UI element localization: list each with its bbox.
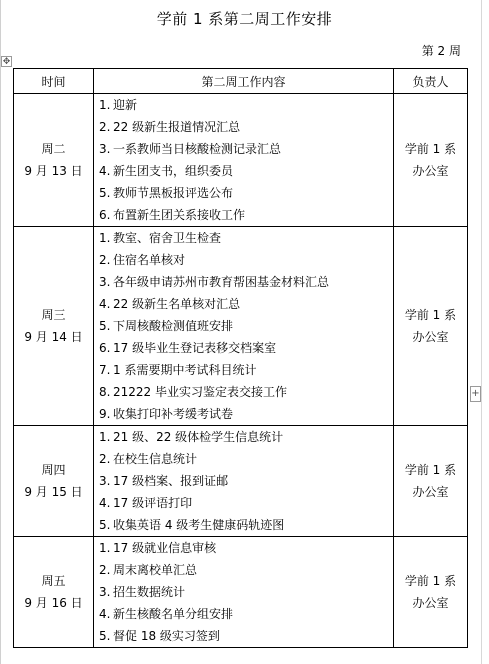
task-number: 5. bbox=[99, 629, 111, 643]
task-list bbox=[99, 537, 393, 647]
task-item bbox=[99, 448, 393, 470]
document-title: 学前 1 系第二周工作安排 bbox=[156, 10, 333, 28]
task-text: 布置新生团关系接收工作 bbox=[113, 208, 246, 222]
weekday-label: 周三 bbox=[41, 308, 66, 322]
task-item bbox=[99, 160, 393, 182]
task-text: 住宿名单核对 bbox=[113, 253, 186, 267]
task-text: 在校生信息统计 bbox=[113, 452, 198, 466]
task-text: 周末离校单汇总 bbox=[113, 563, 198, 577]
owner-office: 办公室 bbox=[412, 330, 449, 344]
task-text: 21222 毕业实习鉴定表交接工作 bbox=[113, 385, 287, 399]
task-item bbox=[99, 381, 393, 403]
owner-cell bbox=[394, 227, 468, 426]
task-item bbox=[99, 603, 393, 625]
task-number: 5. bbox=[99, 186, 111, 200]
task-list bbox=[99, 227, 393, 425]
owner-department: 学前 1 系 bbox=[404, 308, 457, 322]
task-item bbox=[99, 204, 393, 226]
task-number: 5. bbox=[99, 319, 111, 333]
task-text: 下周核酸检测值班安排 bbox=[113, 319, 234, 333]
week-label: 第 2 周 bbox=[421, 44, 461, 58]
task-item bbox=[99, 315, 393, 337]
task-text: 各年级申请苏州市教育帮困基金材料汇总 bbox=[113, 275, 330, 289]
weekday-label: 周二 bbox=[41, 142, 66, 156]
task-text: 21 级、22 级体检学生信息统计 bbox=[113, 430, 284, 444]
work-content-cell bbox=[94, 94, 394, 227]
task-item bbox=[99, 359, 393, 381]
task-number: 3. bbox=[99, 142, 111, 156]
day-cell bbox=[14, 426, 94, 537]
owner-office: 办公室 bbox=[412, 485, 449, 499]
task-item bbox=[99, 426, 393, 448]
task-text: 1 系需要期中考试科目统计 bbox=[113, 363, 257, 377]
task-number: 1. bbox=[99, 541, 111, 555]
task-text: 一系教师当日核酸检测记录汇总 bbox=[113, 142, 282, 156]
task-number: 3. bbox=[99, 275, 111, 289]
task-text: 收集英语 4 级考生健康码轨迹图 bbox=[113, 518, 285, 532]
task-item bbox=[99, 559, 393, 581]
day-cell bbox=[14, 94, 94, 227]
owner-cell bbox=[394, 426, 468, 537]
owner-department: 学前 1 系 bbox=[404, 574, 457, 588]
date-label: 9 月 15 日 bbox=[24, 485, 83, 499]
task-text: 新生核酸名单分组安排 bbox=[113, 607, 234, 621]
task-item bbox=[99, 249, 393, 271]
task-item bbox=[99, 182, 393, 204]
task-text: 22 级新生报道情况汇总 bbox=[113, 120, 241, 134]
task-item bbox=[99, 581, 393, 603]
task-item bbox=[99, 337, 393, 359]
task-text: 17 级档案、报到证邮 bbox=[113, 474, 229, 488]
task-list bbox=[99, 426, 393, 536]
task-item bbox=[99, 514, 393, 536]
owner-office: 办公室 bbox=[412, 596, 449, 610]
task-text: 22 级新生名单核对汇总 bbox=[113, 297, 241, 311]
owner-office: 办公室 bbox=[412, 164, 449, 178]
task-text: 新生团支书，组织委员 bbox=[113, 164, 234, 178]
date-label: 9 月 16 日 bbox=[24, 596, 83, 610]
task-item bbox=[99, 227, 393, 249]
table-row bbox=[14, 426, 468, 537]
task-item bbox=[99, 537, 393, 559]
task-text: 教师节黑板报评选公布 bbox=[113, 186, 234, 200]
task-list bbox=[99, 94, 393, 226]
work-content-cell bbox=[94, 537, 394, 648]
table-header-row bbox=[14, 69, 468, 94]
task-number: 4. bbox=[99, 164, 111, 178]
task-item bbox=[99, 293, 393, 315]
header-content: 第二周工作内容 bbox=[94, 69, 394, 94]
task-number: 5. bbox=[99, 518, 111, 532]
weekday-label: 周四 bbox=[41, 463, 66, 477]
task-text: 17 级就业信息审核 bbox=[113, 541, 217, 555]
day-cell bbox=[14, 537, 94, 648]
task-number: 2. bbox=[99, 563, 111, 577]
task-number: 8. bbox=[99, 385, 111, 399]
task-item bbox=[99, 94, 393, 116]
page-right-edge bbox=[481, 0, 482, 664]
task-text: 17 级评语打印 bbox=[113, 496, 193, 510]
task-item bbox=[99, 403, 393, 425]
page-left-edge bbox=[0, 0, 1, 664]
task-item bbox=[99, 271, 393, 293]
work-content-cell bbox=[94, 426, 394, 537]
task-number: 1. bbox=[99, 430, 111, 444]
task-item bbox=[99, 625, 393, 647]
header-time: 时间 bbox=[14, 69, 94, 94]
work-content-cell bbox=[94, 227, 394, 426]
schedule-table bbox=[13, 68, 468, 648]
task-number: 6. bbox=[99, 208, 111, 222]
task-number: 2. bbox=[99, 452, 111, 466]
task-text: 17 级毕业生登记表移交档案室 bbox=[113, 341, 277, 355]
task-number: 4. bbox=[99, 297, 111, 311]
task-text: 招生数据统计 bbox=[113, 585, 186, 599]
task-number: 7. bbox=[99, 363, 111, 377]
owner-cell bbox=[394, 94, 468, 227]
task-text: 教室、宿舍卫生检查 bbox=[113, 231, 222, 245]
date-label: 9 月 13 日 bbox=[24, 164, 83, 178]
task-item bbox=[99, 470, 393, 492]
task-text: 迎新 bbox=[113, 98, 138, 112]
task-item bbox=[99, 116, 393, 138]
table-row bbox=[14, 537, 468, 648]
task-number: 1. bbox=[99, 98, 111, 112]
task-number: 4. bbox=[99, 496, 111, 510]
task-number: 1. bbox=[99, 231, 111, 245]
task-item bbox=[99, 138, 393, 160]
owner-department: 学前 1 系 bbox=[404, 463, 457, 477]
date-label: 9 月 14 日 bbox=[24, 330, 83, 344]
table-add-column-icon[interactable]: + bbox=[470, 386, 481, 402]
table-move-handle-icon[interactable]: ✥ bbox=[2, 57, 11, 67]
table-row bbox=[14, 227, 468, 426]
task-number: 9. bbox=[99, 407, 111, 421]
task-item bbox=[99, 492, 393, 514]
task-text: 收集打印补考缓考试卷 bbox=[113, 407, 234, 421]
day-cell bbox=[14, 227, 94, 426]
table-row bbox=[14, 94, 468, 227]
owner-department: 学前 1 系 bbox=[404, 142, 457, 156]
task-number: 3. bbox=[99, 585, 111, 599]
task-number: 6. bbox=[99, 341, 111, 355]
task-number: 2. bbox=[99, 120, 111, 134]
owner-cell bbox=[394, 537, 468, 648]
weekday-label: 周五 bbox=[41, 574, 66, 588]
task-text: 督促 18 级实习签到 bbox=[113, 629, 220, 643]
task-number: 3. bbox=[99, 474, 111, 488]
task-number: 2. bbox=[99, 253, 111, 267]
header-owner: 负责人 bbox=[394, 69, 468, 94]
task-number: 4. bbox=[99, 607, 111, 621]
